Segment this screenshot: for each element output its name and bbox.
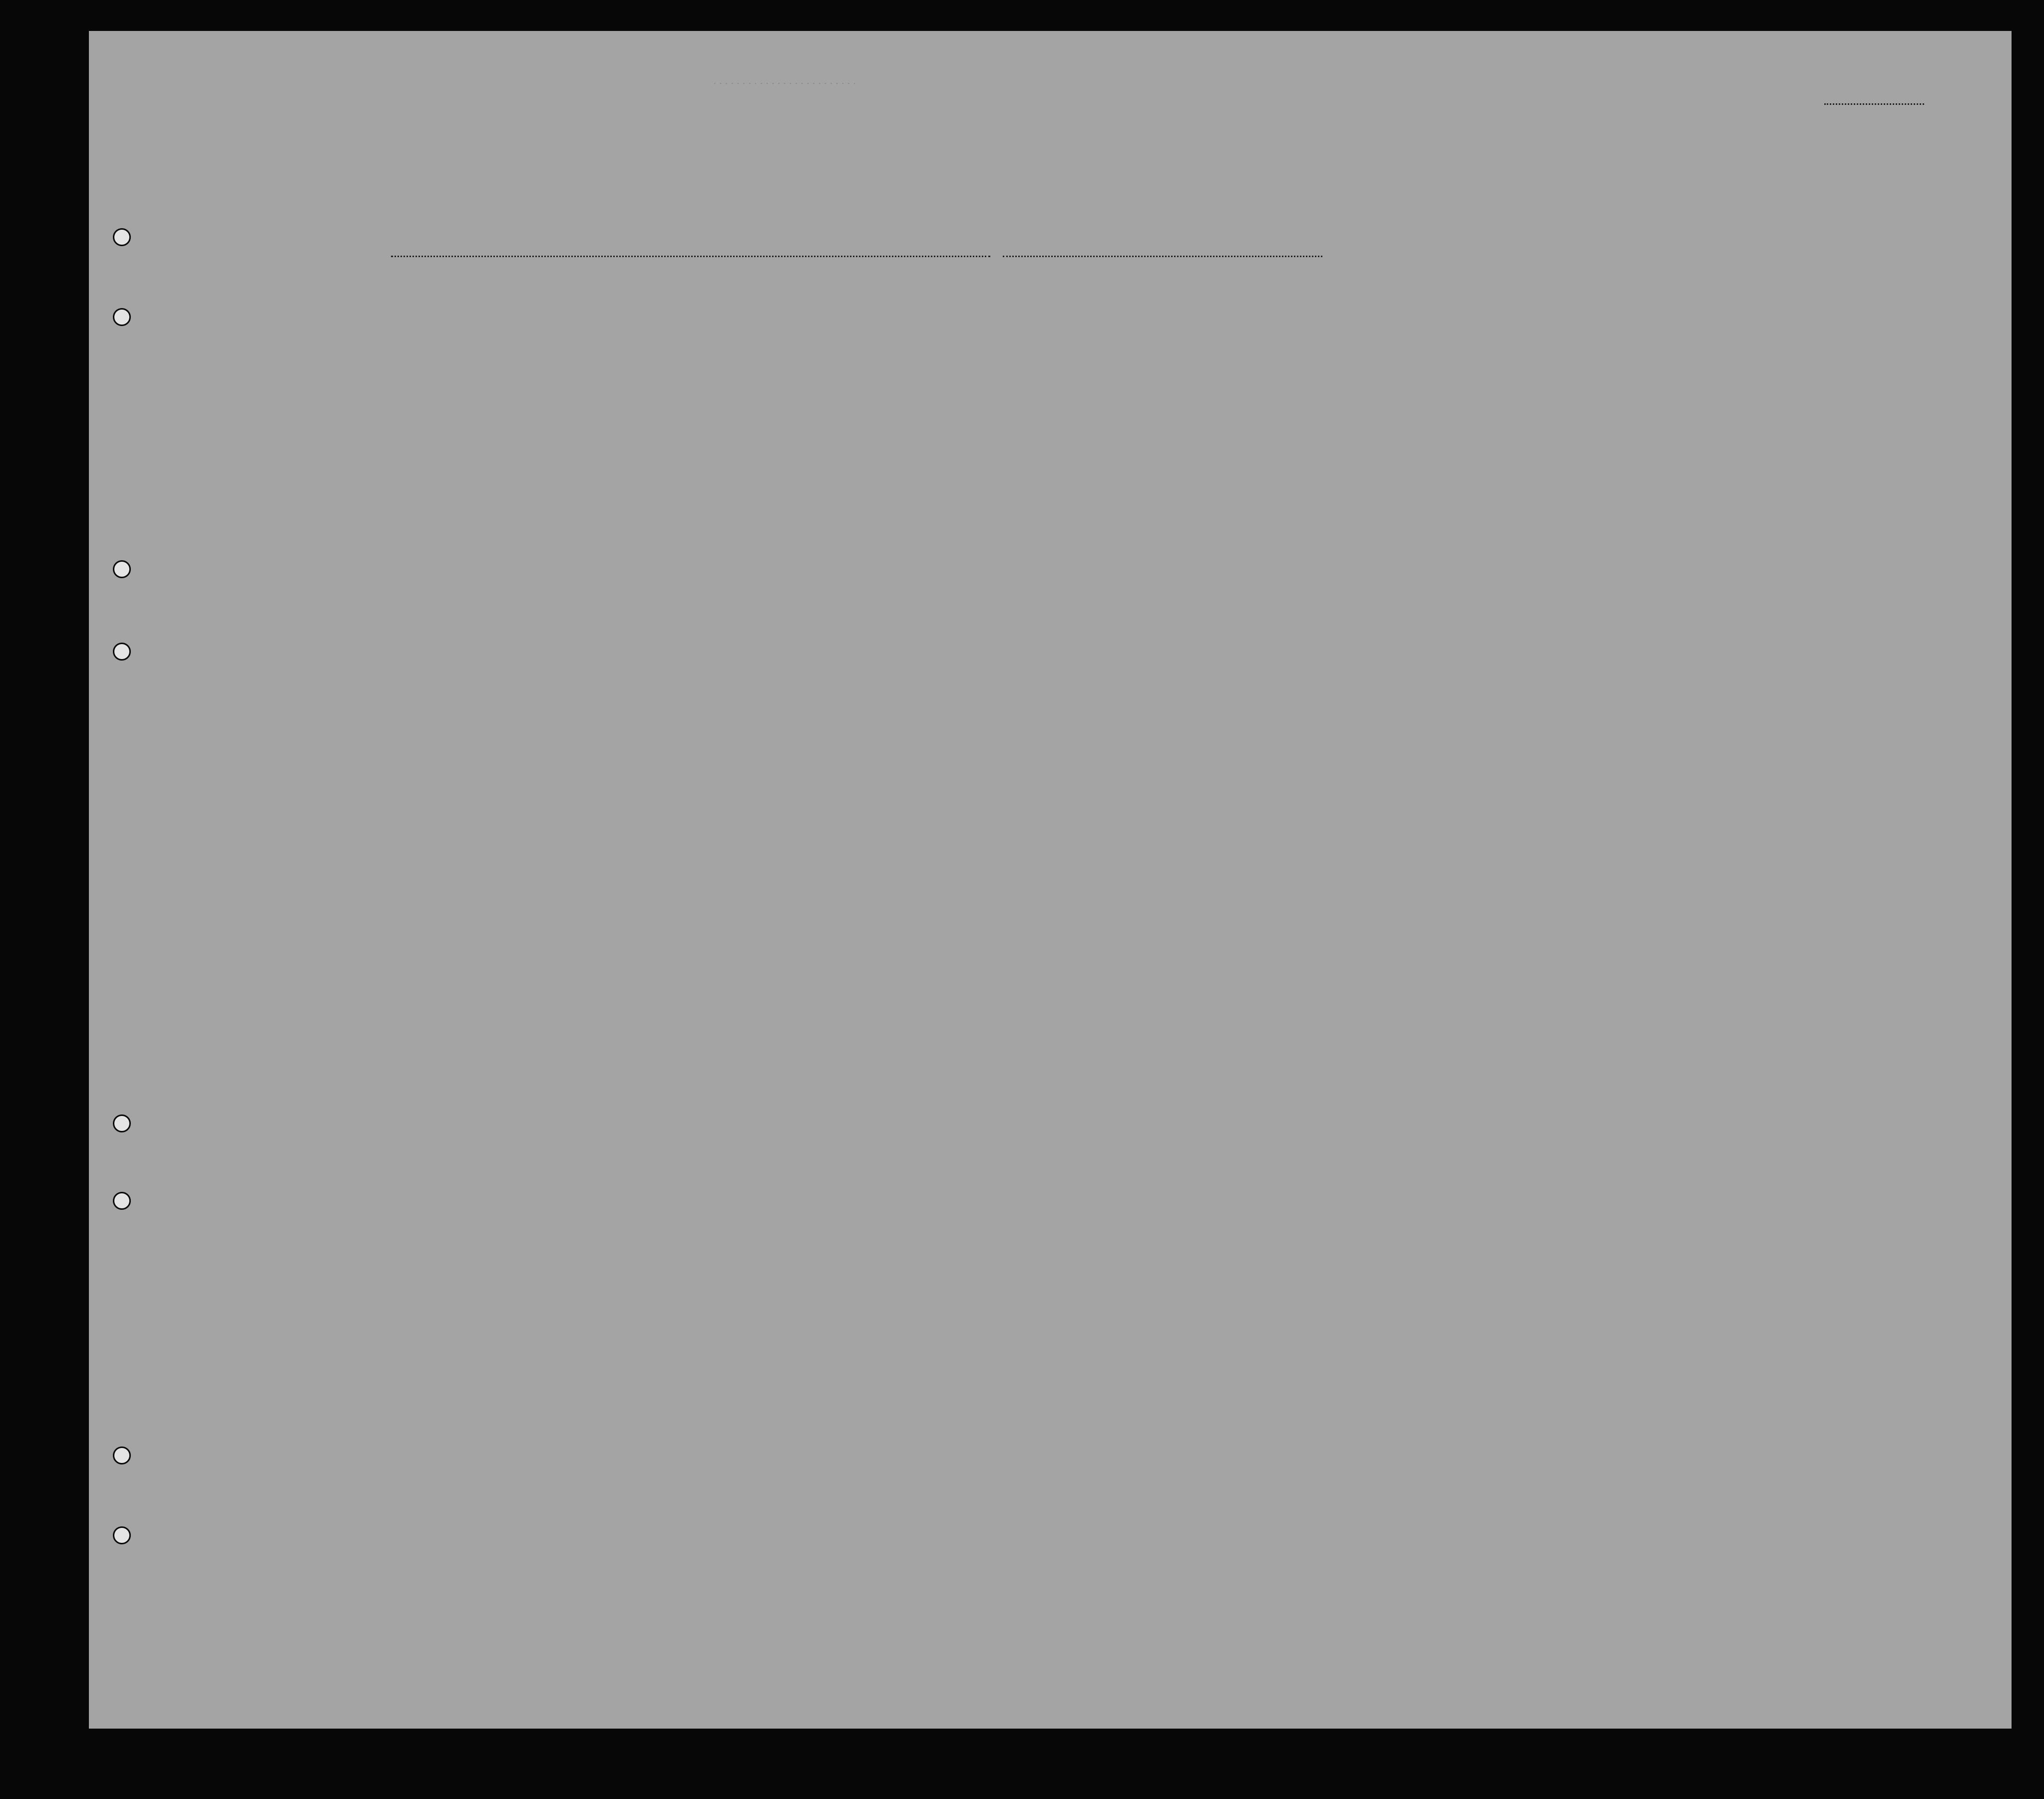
punch-hole (113, 1114, 131, 1132)
manifest-sheet (89, 31, 2012, 1729)
punch-hole (113, 1526, 131, 1544)
bleed-through-text: · · · · · · · · · · · · · · · · · · · · · · · · · (713, 78, 856, 89)
punch-hole (113, 1192, 131, 1210)
punch-hole (113, 308, 131, 326)
punch-hole (113, 643, 131, 661)
punch-hole (113, 228, 131, 246)
manifest-grid (89, 31, 2012, 1729)
punch-hole (113, 560, 131, 578)
punch-hole (113, 1446, 131, 1464)
